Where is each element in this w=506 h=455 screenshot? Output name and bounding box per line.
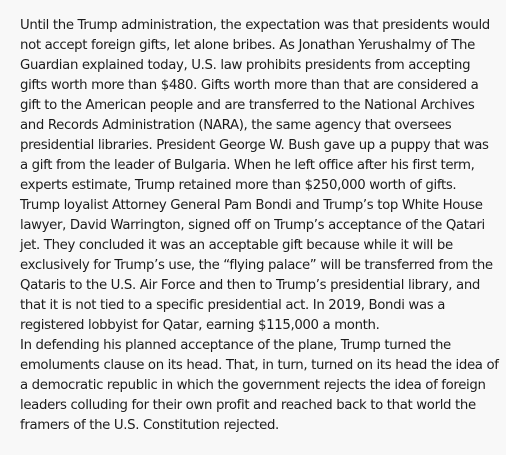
text-line: gift to the American people and are transferred to the National Archives: [20, 98, 475, 113]
text-line: Trump loyalist Attorney General Pam Bondi and Trump’s top White House: [20, 198, 483, 213]
text-line: experts estimate, Trump retained more than $250,000 worth of gifts.: [20, 178, 457, 193]
text-line: Until the Trump administration, the expectation was that presidents would: [20, 18, 490, 33]
text-line: Qataris to the U.S. Air Force and then to Trump’s presidential library, and: [20, 278, 481, 293]
text-line: a democratic republic in which the government rejects the idea of foreign: [20, 378, 486, 393]
text-line: that it is not tied to a specific presidential act. In 2019, Bondi was a: [20, 298, 445, 313]
text-line: presidential libraries. President George W. Bush gave up a puppy that was: [20, 138, 489, 153]
text-line: registered lobbyist for Qatar, earning $115,000 a month.: [20, 318, 380, 333]
text-line: a gift from the leader of Bulgaria. When he left office after his first term,: [20, 158, 475, 173]
article-body: [20, 16, 506, 436]
text-line: not accept foreign gifts, let alone bribes. As Jonathan Yerushalmy of The: [20, 38, 475, 53]
text-line: and Records Administration (NARA), the same agency that oversees: [20, 118, 452, 133]
text-line: jet. They concluded it was an acceptable gift because while it will be: [20, 238, 453, 253]
text-line: exclusively for Trump’s use, the “flying palace” will be transferred from the: [20, 258, 493, 273]
text-line: leaders colluding for their own profit and reached back to that world the: [20, 398, 476, 413]
text-line: framers of the U.S. Constitution rejected.: [20, 418, 279, 433]
text-line: emoluments clause on its head. That, in turn, turned on its head the idea of: [20, 358, 499, 373]
text-line: gifts worth more than $480. Gifts worth more than that are considered a: [20, 78, 479, 93]
text-line: Guardian explained today, U.S. law prohibits presidents from accepting: [20, 58, 471, 73]
text-line: lawyer, David Warrington, signed off on Trump’s acceptance of the Qatari: [20, 218, 485, 233]
text-line: In defending his planned acceptance of the plane, Trump turned the: [20, 338, 451, 353]
